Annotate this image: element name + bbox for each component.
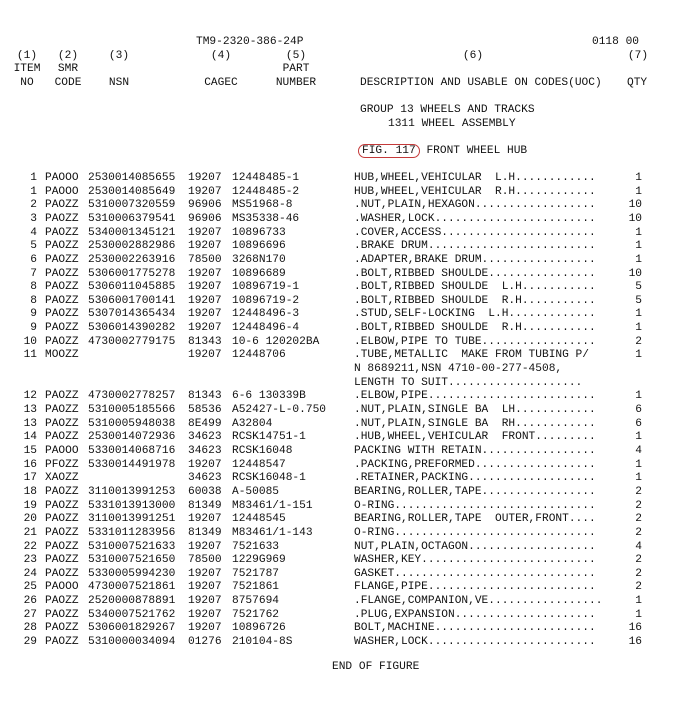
smr-code: PAOZZ (45, 390, 79, 402)
part-number: 12448706 (232, 349, 286, 361)
description: .RETAINER,PACKING................... (354, 472, 596, 484)
nsn: 5340001345121 (88, 227, 176, 239)
smr-code: PAOOO (45, 186, 79, 198)
cage-code: 19207 (188, 349, 222, 361)
nsn: 5310005185566 (88, 404, 176, 416)
figure-title: FRONT WHEEL HUB (426, 145, 528, 157)
part-number: MS51968-8 (232, 199, 293, 211)
smr-code: XAOZZ (45, 472, 79, 484)
nsn: 5310006379541 (88, 213, 176, 225)
item-number: 12 (23, 390, 37, 402)
nsn: 5306001775278 (88, 268, 176, 280)
table-row (0, 322, 675, 335)
item-number: 2 (30, 199, 37, 211)
description: O-RING.............................. (354, 527, 596, 539)
part-number: 7521762 (232, 609, 279, 621)
table-row (0, 568, 675, 581)
table-row (0, 622, 675, 635)
quantity: 1 (635, 227, 642, 239)
description: .PLUG,EXPANSION..................... (354, 609, 596, 621)
part-number: 10896689 (232, 268, 286, 280)
smr-code: PAOZZ (45, 486, 79, 498)
cage-code: 78500 (188, 254, 222, 266)
part-number: MS35338-46 (232, 213, 300, 225)
cage-code: 19207 (188, 172, 222, 184)
nsn: 5331013913000 (88, 500, 176, 512)
table-row (0, 349, 675, 362)
smr-code: PAOZZ (45, 295, 79, 307)
col3-number: (3) (108, 50, 130, 62)
nsn: 5306001829267 (88, 622, 176, 634)
table-row (0, 404, 675, 417)
part-number: A52427-L-0.750 (232, 404, 326, 416)
item-number: 20 (23, 513, 37, 525)
nsn: 2530014085655 (88, 172, 176, 184)
item-number: 13 (23, 418, 37, 430)
quantity: 2 (635, 500, 642, 512)
description: .ADAPTER,BRAKE DRUM................. (354, 254, 596, 266)
part-number: 12448496-3 (232, 308, 300, 320)
part-number: 6-6 130339B (232, 390, 306, 402)
nsn: 5306011045885 (88, 281, 176, 293)
cage-code: 34623 (188, 472, 222, 484)
item-label: ITEM (13, 63, 41, 75)
item-number: 21 (23, 527, 37, 539)
table-row (0, 595, 675, 608)
quantity: 1 (635, 308, 642, 320)
smr-code: PAOZZ (45, 431, 79, 443)
qty-label: QTY (627, 77, 648, 89)
quantity: 5 (635, 295, 642, 307)
description: .BRAKE DRUM......................... (354, 240, 596, 252)
smr-code: PAOZZ (45, 513, 79, 525)
part-number: 12448547 (232, 459, 286, 471)
description: .STUD,SELF-LOCKING L.H............. (354, 308, 596, 320)
part-number: 10896719-1 (232, 281, 300, 293)
nsn: 4730002778257 (88, 390, 176, 402)
table-row (0, 295, 675, 308)
smr-code: PAOOO (45, 172, 79, 184)
quantity: 4 (635, 541, 642, 553)
item-number: 26 (23, 595, 37, 607)
table-row (0, 581, 675, 594)
part-number: 8757694 (232, 595, 279, 607)
cage-code: 19207 (188, 581, 222, 593)
figure-label: FIG. 117 (358, 144, 420, 158)
part-number: 10896719-2 (232, 295, 300, 307)
quantity: 1 (635, 431, 642, 443)
smr-code: PAOZZ (45, 500, 79, 512)
item-number: 9 (30, 322, 37, 334)
page-code: 0118 00 (592, 36, 639, 48)
description: GASKET.............................. (354, 568, 596, 580)
description-continued: N 8689211,NSN 4710-00-277-4508, (354, 363, 563, 375)
code-label: CODE (54, 77, 82, 89)
description: .BOLT,RIBBED SHOULDE................ (354, 268, 596, 280)
description: WASHER,LOCK......................... (354, 636, 596, 648)
cage-code: 81343 (188, 390, 222, 402)
item-number: 6 (30, 254, 37, 266)
table-row (0, 472, 675, 485)
quantity: 1 (635, 186, 642, 198)
cage-code: 96906 (188, 213, 222, 225)
nsn: 2530002263916 (88, 254, 176, 266)
cage-code: 81349 (188, 500, 222, 512)
col2-number: (2) (57, 50, 79, 62)
cage-code: 19207 (188, 568, 222, 580)
figure-heading (362, 145, 527, 158)
cagec-label: CAGEC (204, 77, 238, 89)
description: .FLANGE,COMPANION,VE................. (354, 595, 603, 607)
smr-code: PAOZZ (45, 240, 79, 252)
description: .ELBOW,PIPE......................... (354, 390, 596, 402)
quantity: 2 (635, 513, 642, 525)
nsn: 5331011283956 (88, 527, 176, 539)
quantity: 16 (628, 622, 642, 634)
item-number: 19 (23, 500, 37, 512)
table-row (0, 609, 675, 622)
nsn: 5310007320559 (88, 199, 176, 211)
table-row (0, 336, 675, 349)
description: .BOLT,RIBBED SHOULDE R.H........... (354, 322, 596, 334)
item-number: 1 (30, 186, 37, 198)
table-row (0, 254, 675, 267)
col6-number: (6) (462, 50, 484, 62)
table-row (0, 186, 675, 199)
table-row (0, 486, 675, 499)
nsn: 4730002779175 (88, 336, 176, 348)
description: FLANGE,PIPE......................... (354, 581, 596, 593)
item-number: 13 (23, 404, 37, 416)
table-row (0, 554, 675, 567)
part-number: RCSK16048 (232, 445, 293, 457)
quantity: 1 (635, 172, 642, 184)
smr-code: PAOZZ (45, 227, 79, 239)
nsn: 2520000878891 (88, 595, 176, 607)
col5-number: (5) (285, 50, 307, 62)
cage-code: 19207 (188, 281, 222, 293)
nsn: 4730007521861 (88, 581, 176, 593)
nsn: 5310005948038 (88, 418, 176, 430)
item-number: 7 (30, 268, 37, 280)
table-row (0, 240, 675, 253)
nsn: 5310007521650 (88, 554, 176, 566)
smr-code: PAOZZ (45, 254, 79, 266)
table-row (0, 199, 675, 212)
description: O-RING.............................. (354, 500, 596, 512)
quantity: 1 (635, 595, 642, 607)
description: .BOLT,RIBBED SHOULDE R.H........... (354, 295, 596, 307)
description: .WASHER,LOCK........................ (354, 213, 596, 225)
quantity: 6 (635, 418, 642, 430)
description: .COVER,ACCESS....................... (354, 227, 596, 239)
description: .NUT,PLAIN,SINGLE BA RH............ (354, 418, 596, 430)
smr-code: PAOZZ (45, 418, 79, 430)
smr-code: PAOZZ (45, 527, 79, 539)
col1-number: (1) (16, 50, 38, 62)
quantity: 6 (635, 404, 642, 416)
item-number: 15 (23, 445, 37, 457)
cage-code: 19207 (188, 240, 222, 252)
table-row (0, 513, 675, 526)
cage-code: 34623 (188, 445, 222, 457)
quantity: 1 (635, 254, 642, 266)
item-number: 28 (23, 622, 37, 634)
part-number: 12448485-1 (232, 172, 300, 184)
cage-code: 19207 (188, 227, 222, 239)
item-number: 24 (23, 568, 37, 580)
item-number: 22 (23, 541, 37, 553)
cage-code: 19207 (188, 322, 222, 334)
part-number: M83461/1-151 (232, 500, 313, 512)
smr-code: PAOZZ (45, 541, 79, 553)
part-number: A-50085 (232, 486, 279, 498)
tm-number: TM9-2320-386-24P (196, 36, 304, 48)
description: .BOLT,RIBBED SHOULDE L.H........... (354, 281, 596, 293)
quantity: 2 (635, 554, 642, 566)
item-number: 23 (23, 554, 37, 566)
table-row (0, 390, 675, 403)
smr-code: PAOOO (45, 445, 79, 457)
part-number: RCSK14751-1 (232, 431, 306, 443)
col4-number: (4) (210, 50, 232, 62)
quantity: 1 (635, 459, 642, 471)
nsn: 5310000034094 (88, 636, 176, 648)
cage-code: 96906 (188, 199, 222, 211)
item-number: 29 (23, 636, 37, 648)
quantity: 2 (635, 486, 642, 498)
description: HUB,WHEEL,VEHICULAR L.H............ (354, 172, 596, 184)
part-number: 7521633 (232, 541, 279, 553)
quantity: 1 (635, 322, 642, 334)
description: .ELBOW,PIPE TO TUBE................. (354, 336, 596, 348)
cage-code: 34623 (188, 431, 222, 443)
quantity: 2 (635, 336, 642, 348)
assembly-heading: 1311 WHEEL ASSEMBLY (388, 118, 516, 130)
cage-code: 01276 (188, 636, 222, 648)
nsn: 5307014365434 (88, 308, 176, 320)
cage-code: 19207 (188, 459, 222, 471)
quantity: 10 (628, 199, 642, 211)
item-number: 8 (30, 295, 37, 307)
no-label: NO (20, 77, 34, 89)
smr-code: PAOZZ (45, 609, 79, 621)
quantity: 5 (635, 281, 642, 293)
nsn: 3110013991251 (88, 513, 176, 525)
part-number: 12448496-4 (232, 322, 300, 334)
nsn: 2530014072936 (88, 431, 176, 443)
cage-code: 19207 (188, 622, 222, 634)
smr-code: PAOZZ (45, 595, 79, 607)
table-row (0, 172, 675, 185)
table-row (0, 527, 675, 540)
description: BEARING,ROLLER,TAPE................. (354, 486, 596, 498)
table-row (0, 636, 675, 649)
smr-code: PAOZZ (45, 404, 79, 416)
table-row (0, 281, 675, 294)
cage-code: 19207 (188, 186, 222, 198)
table-row (0, 227, 675, 240)
description: BOLT,MACHINE........................ (354, 622, 596, 634)
description: .NUT,PLAIN,SINGLE BA LH............ (354, 404, 596, 416)
smr-code: MOOZZ (45, 349, 79, 361)
item-number: 8 (30, 281, 37, 293)
part-number: 210104-8S (232, 636, 293, 648)
item-number: 25 (23, 581, 37, 593)
cage-code: 19207 (188, 609, 222, 621)
cage-code: 19207 (188, 541, 222, 553)
table-row (0, 431, 675, 444)
description: PACKING WITH RETAIN................. (354, 445, 596, 457)
nsn: 5330014491978 (88, 459, 176, 471)
description: BEARING,ROLLER,TAPE OUTER,FRONT.... (354, 513, 596, 525)
part-number: 7521861 (232, 581, 279, 593)
smr-code: PAOZZ (45, 281, 79, 293)
description: HUB,WHEEL,VEHICULAR R.H............ (354, 186, 596, 198)
cage-code: 81343 (188, 336, 222, 348)
cage-code: 8E499 (188, 418, 222, 430)
table-row (0, 500, 675, 513)
quantity: 1 (635, 390, 642, 402)
cage-code: 19207 (188, 295, 222, 307)
col7-number: (7) (627, 50, 649, 62)
part-number: 10-6 120202BA (232, 336, 320, 348)
part-number: A32804 (232, 418, 273, 430)
cage-code: 58536 (188, 404, 222, 416)
quantity: 2 (635, 527, 642, 539)
smr-code: PAOZZ (45, 308, 79, 320)
cage-code: 19207 (188, 308, 222, 320)
group-heading: GROUP 13 WHEELS AND TRACKS (360, 104, 535, 116)
number-label: NUMBER (275, 77, 317, 89)
nsn: 2530014085649 (88, 186, 176, 198)
cage-code: 60038 (188, 486, 222, 498)
part-number: 10896696 (232, 240, 286, 252)
description: .TUBE,METALLIC MAKE FROM TUBING P/ (354, 349, 589, 361)
nsn: 5330005994230 (88, 568, 176, 580)
table-row (0, 308, 675, 321)
item-number: 16 (23, 459, 37, 471)
item-number: 18 (23, 486, 37, 498)
part-number: 7521787 (232, 568, 279, 580)
end-of-figure: END OF FIGURE (332, 661, 420, 673)
quantity: 10 (628, 268, 642, 280)
table-row (0, 213, 675, 226)
description: .NUT,PLAIN,HEXAGON.................. (354, 199, 596, 211)
smr-code: PAOZZ (45, 636, 79, 648)
nsn: 5310007521633 (88, 541, 176, 553)
smr-code: PAOZZ (45, 622, 79, 634)
item-number: 4 (30, 227, 37, 239)
part-number: 12448545 (232, 513, 286, 525)
part-number: 1229G969 (232, 554, 286, 566)
table-row (0, 459, 675, 472)
quantity: 1 (635, 349, 642, 361)
quantity: 10 (628, 213, 642, 225)
smr-code: PAOZZ (45, 268, 79, 280)
item-number: 10 (23, 336, 37, 348)
description-label: DESCRIPTION AND USABLE ON CODES(UOC) (360, 77, 602, 89)
quantity: 2 (635, 568, 642, 580)
table-row (0, 418, 675, 431)
part-number: 10896733 (232, 227, 286, 239)
smr-code: PAOZZ (45, 336, 79, 348)
item-number: 3 (30, 213, 37, 225)
part-number: 10896726 (232, 622, 286, 634)
smr-code: PAOZZ (45, 554, 79, 566)
smr-code: PAOZZ (45, 568, 79, 580)
quantity: 1 (635, 472, 642, 484)
item-number: 14 (23, 431, 37, 443)
smr-code: PFOZZ (45, 459, 79, 471)
item-number: 1 (30, 172, 37, 184)
quantity: 2 (635, 581, 642, 593)
nsn: 5306014390282 (88, 322, 176, 334)
part-label: PART (282, 63, 310, 75)
cage-code: 19207 (188, 268, 222, 280)
description: .PACKING,PREFORMED.................. (354, 459, 596, 471)
quantity: 1 (635, 240, 642, 252)
description: WASHER,KEY.......................... (354, 554, 596, 566)
part-number: M83461/1-143 (232, 527, 313, 539)
item-number: 11 (23, 349, 37, 361)
smr-code: PAOZZ (45, 213, 79, 225)
item-number: 9 (30, 308, 37, 320)
part-number: RCSK16048-1 (232, 472, 306, 484)
item-number: 5 (30, 240, 37, 252)
cage-code: 19207 (188, 595, 222, 607)
table-row (0, 541, 675, 554)
cage-code: 81349 (188, 527, 222, 539)
nsn: 5306001700141 (88, 295, 176, 307)
part-number: 12448485-2 (232, 186, 300, 198)
cage-code: 19207 (188, 513, 222, 525)
description: .HUB,WHEEL,VEHICULAR FRONT......... (354, 431, 596, 443)
quantity: 16 (628, 636, 642, 648)
nsn: 3110013991253 (88, 486, 176, 498)
nsn: 5330014068716 (88, 445, 176, 457)
table-row (0, 268, 675, 281)
description-continued: LENGTH TO SUIT.................... (354, 377, 583, 389)
quantity: 1 (635, 609, 642, 621)
smr-code: PAOOO (45, 581, 79, 593)
nsn: 2530002882986 (88, 240, 176, 252)
item-number: 17 (23, 472, 37, 484)
smr-code: PAOZZ (45, 322, 79, 334)
smr-code: PAOZZ (45, 199, 79, 211)
cage-code: 78500 (188, 554, 222, 566)
description: NUT,PLAIN,OCTAGON................... (354, 541, 596, 553)
part-number: 3268N170 (232, 254, 286, 266)
quantity: 4 (635, 445, 642, 457)
nsn: 5340007521762 (88, 609, 176, 621)
table-row (0, 445, 675, 458)
nsn-label: NSN (108, 77, 130, 89)
item-number: 27 (23, 609, 37, 621)
smr-label: SMR (57, 63, 79, 75)
